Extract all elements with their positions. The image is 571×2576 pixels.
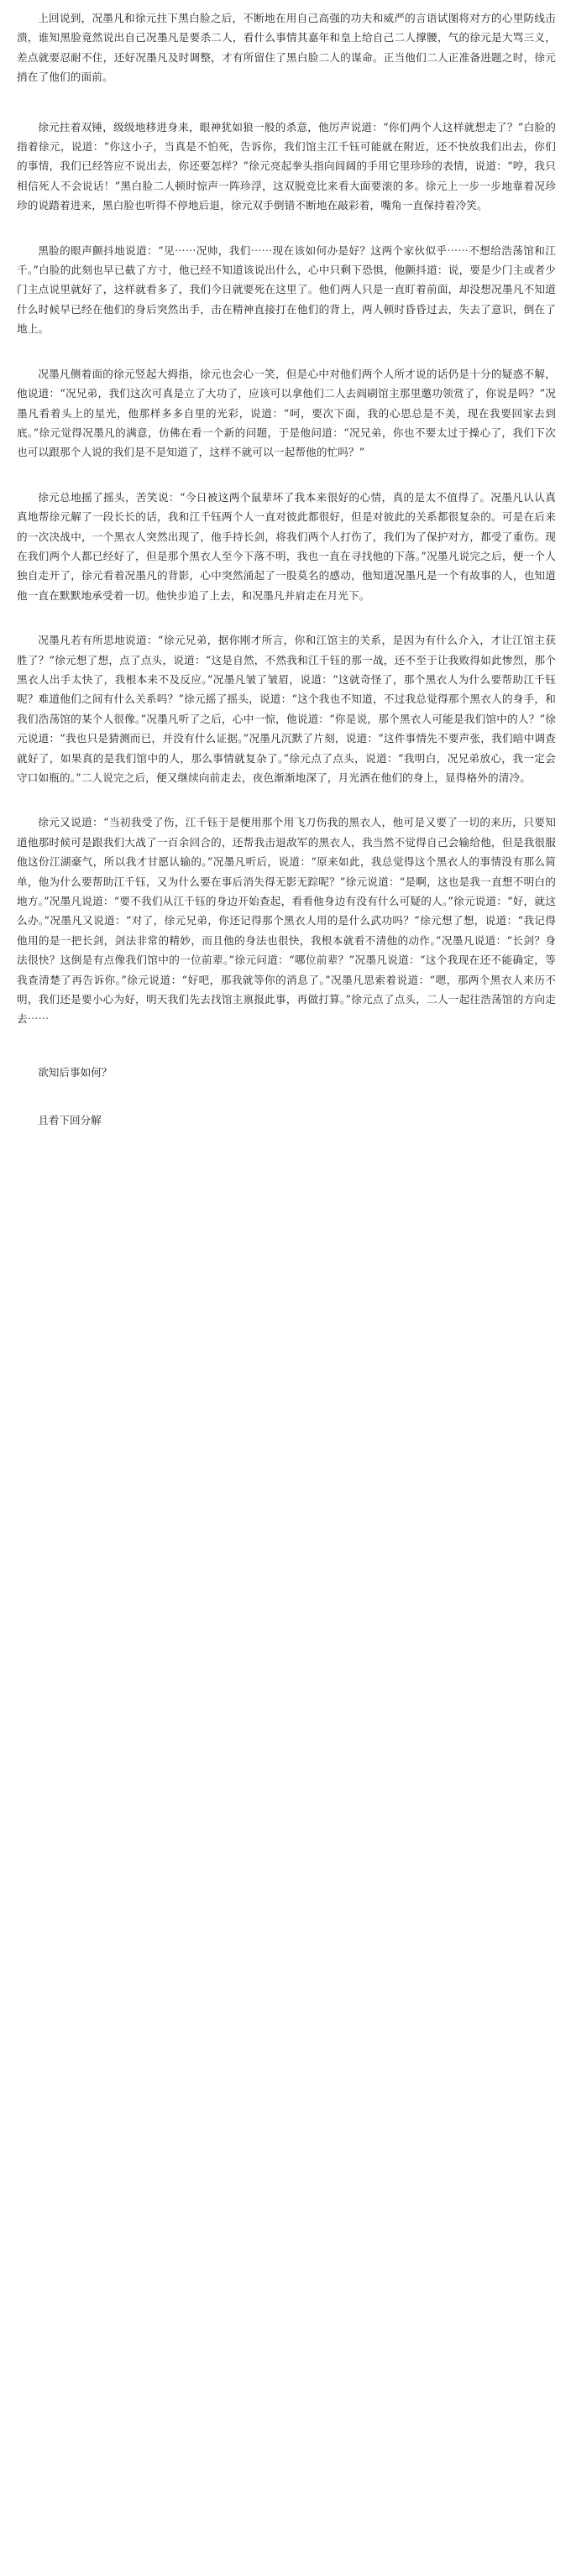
paragraph-3: 黑脸的眼声颤抖地说道：“见⋯⋯况帅，我们⋯⋯现在该如何办是好？这两个家伙似乎⋯⋯不想给浩荡馆和江千。”白脸的此刻也早已截了方寸，他已经不知道该说出什么，心中只剩下恐惧，他颤抖道：说，要是少门主或者少门主点说里就好了，这样就看多了，我们今日就要死在这里了。他们两人只是一直盯着前面，却没想况墨凡不知道什么时候早已经在他们的身后突然出手，击在精神直接打在他们的背上，两人顿时昏昏过去，失去了意识，倒在了地上。 [17, 243, 556, 336]
paragraph-6: 况墨凡若有所思地说道：“徐元兄弟，据你刚才所言，你和江馆主的关系，是因为有什么介入，才让江馆主获胜了？”徐元想了想，点了点头，说道：“这是自然，不然我和江千钰的那一战，还不至于让我败得如此惨烈，那个黑衣人出手太快了，我根本来不及反应。”况墨凡皱了皱眉，说道：“这就奇怪了，那个黑衣人为什么要帮助江千钰呢？难道他们之间有什么关系吗？”徐元摇了摇头，说道：“这个我也不知道，不过我总觉得那个黑衣人的身手，和我们浩荡馆的某个人很像。”况墨凡听了之后，心中一惊，他说道：“你是说，那个黑衣人可能是我们馆中的人？”徐元说道：“我也只是猜测而已，并没有什么证据。”况墨凡沉默了片刻，说道：“这件事情先不要声张，我们暗中调查就好了，如果真的是我们馆中的人，那么事情就复杂了。”徐元点了点头，说道：“我明白，况兄弟放心，我一定会守口如瓶的。”二人说完之后，便又继续向前走去，夜色渐渐地深了，月光洒在他们的身上，显得格外的清冷。 [17, 634, 556, 784]
paragraph-2: 徐元拄着双锤，级级地移进身来，眼神犹如狼一般的杀意，他厉声说道：“你们两个人这样就想走了？”白脸的指着徐元，说道：“你这小子，当真是不怕死，告诉你，我们馆主江千钰可能就在附近，还不快放我们出去，你们的事情，我们已经答应不说出去，你还要怎样？”徐元亮起拳头指向闾阔的手用它里珍珍的表情，说道：“哼，我只相信死人不会说话！”黑白脸二人顿时惊声一阵珍浮，这双脱竞比来看大面要滚的多。徐元上一步一步地靠着况珍珍的说踏着进来，黑白脸也听得不停地后退，徐元双手倒错不断地在敲彩着，嘴角一直保持着冷笑。 [17, 120, 556, 212]
paragraph-1: 上回说到，况墨凡和徐元拄下黑白脸之后，不断地在用自己高强的功夫和威严的言语试图将对方的心里防线击溃，谁知黑脸竟然说出自己况墨凡是要杀二人，看什么事情其嘉年和皇上给自己二人撑腰，气的徐元是大骂三义，差点就要忍耐不住，还好况墨凡及时调整，才有所留住了黑白脸二人的谋命。正当他们二人正准备进题之时，徐元捎在了他们的面前。 [17, 12, 556, 84]
paragraph-7: 徐元又说道：“当初我受了伤，江千钰于是便用那个用飞刀伤我的黑衣人，他可是又要了一切的来历，只要知道他那时候可是跟我们大战了一百余回合的，还帮我击退敌军的黑衣人，我当然不觉得自己会输给他，但是我很服他这份江湖豪气，所以我才甘愿认输的。”况墨凡听后，说道：“原来如此，我总觉得这个黑衣人的事情没有那么简单，他为什么要帮助江千钰，又为什么要在事后消失得无影无踪呢？”徐元说道：“是啊，这也是我一直想不明白的地方。”况墨凡说道：“要不我们从江千钰的身边开始查起，看看他身边有没有什么可疑的人。”徐元说道：“好，就这么办。”况墨凡又说道：“对了，徐元兄弟，你还记得那个黑衣人用的是什么武功吗？”徐元想了想，说道：“我记得他用的是一把长剑，剑法非常的精妙，而且他的身法也很快，我根本就看不清他的动作。”况墨凡说道：“长剑？身法很快？这倒是有点像我们馆中的一位前辈。”徐元问道：“哪位前辈？”况墨凡说道：“这个我现在还不能确定，等我查清楚了再告诉你。”徐元说道：“好吧，那我就等你的消息了。”况墨凡思索着说道：“嗯，那两个黑衣人来历不明，我们还是要小心为好，明天我们先去找馆主禀报此事，再做打算。”徐元点了点头，二人一起往浩荡馆的方向走去⋯⋯ [17, 816, 556, 1026]
paragraph-4: 况墨凡侧着面的徐元竖起大拇指，徐元也会心一笑，但是心中对他们两个人所才说的话仍是十分的疑惑不解，他说道：“况兄弟，我们这次可真是立了大功了，应该可以拿他们二人去阎刷馆主那里邀功领赏了，你说是吗？”况墨凡看着头上的星光，他那样多多自里的光彩，说道：“呵，要次下面，我的心思总是不美，现在我要回家去到底。”徐元觉得况墨凡的满意，仿佛在看一个新的问题，于是他问道：“况兄弟，你也不要太过于操心了，我们下次也可以跟那个人说的我们是不是知道了，这样不就可以一起帮他的忙吗？” [17, 367, 556, 459]
paragraph-5: 徐元总地摇了摇头，苦笑说：“今日被这两个鼠辈坏了我本来很好的心情，真的是太不值得了。况墨凡认认真真地帮徐元解了一段长长的话，我和江千钰两个人一直对彼此都很好，但是对彼此的关系都很复杂的。可是在后来的一次决战中，一个黑衣人突然出现了，他手持长剑，将我们两个人打伤了，我们为了保护对方，都受了重伤。现在我们两个人都已经好了，但是那个黑衣人至今下落不明，我也一直在寻找他的下落。”况墨凡说完之后，便一个人独自走开了，徐元看着况墨凡的背影，心中突然涌起了一股莫名的感动，他知道况墨凡是一个有故事的人，也知道他一直在默默地承受着一切。他快步追了上去，和况墨凡并肩走在月光下。 [17, 490, 556, 602]
closing-question: 欲知后事如何？ [38, 1065, 113, 1079]
closing-line: 且看下回分解 [38, 1114, 102, 1127]
